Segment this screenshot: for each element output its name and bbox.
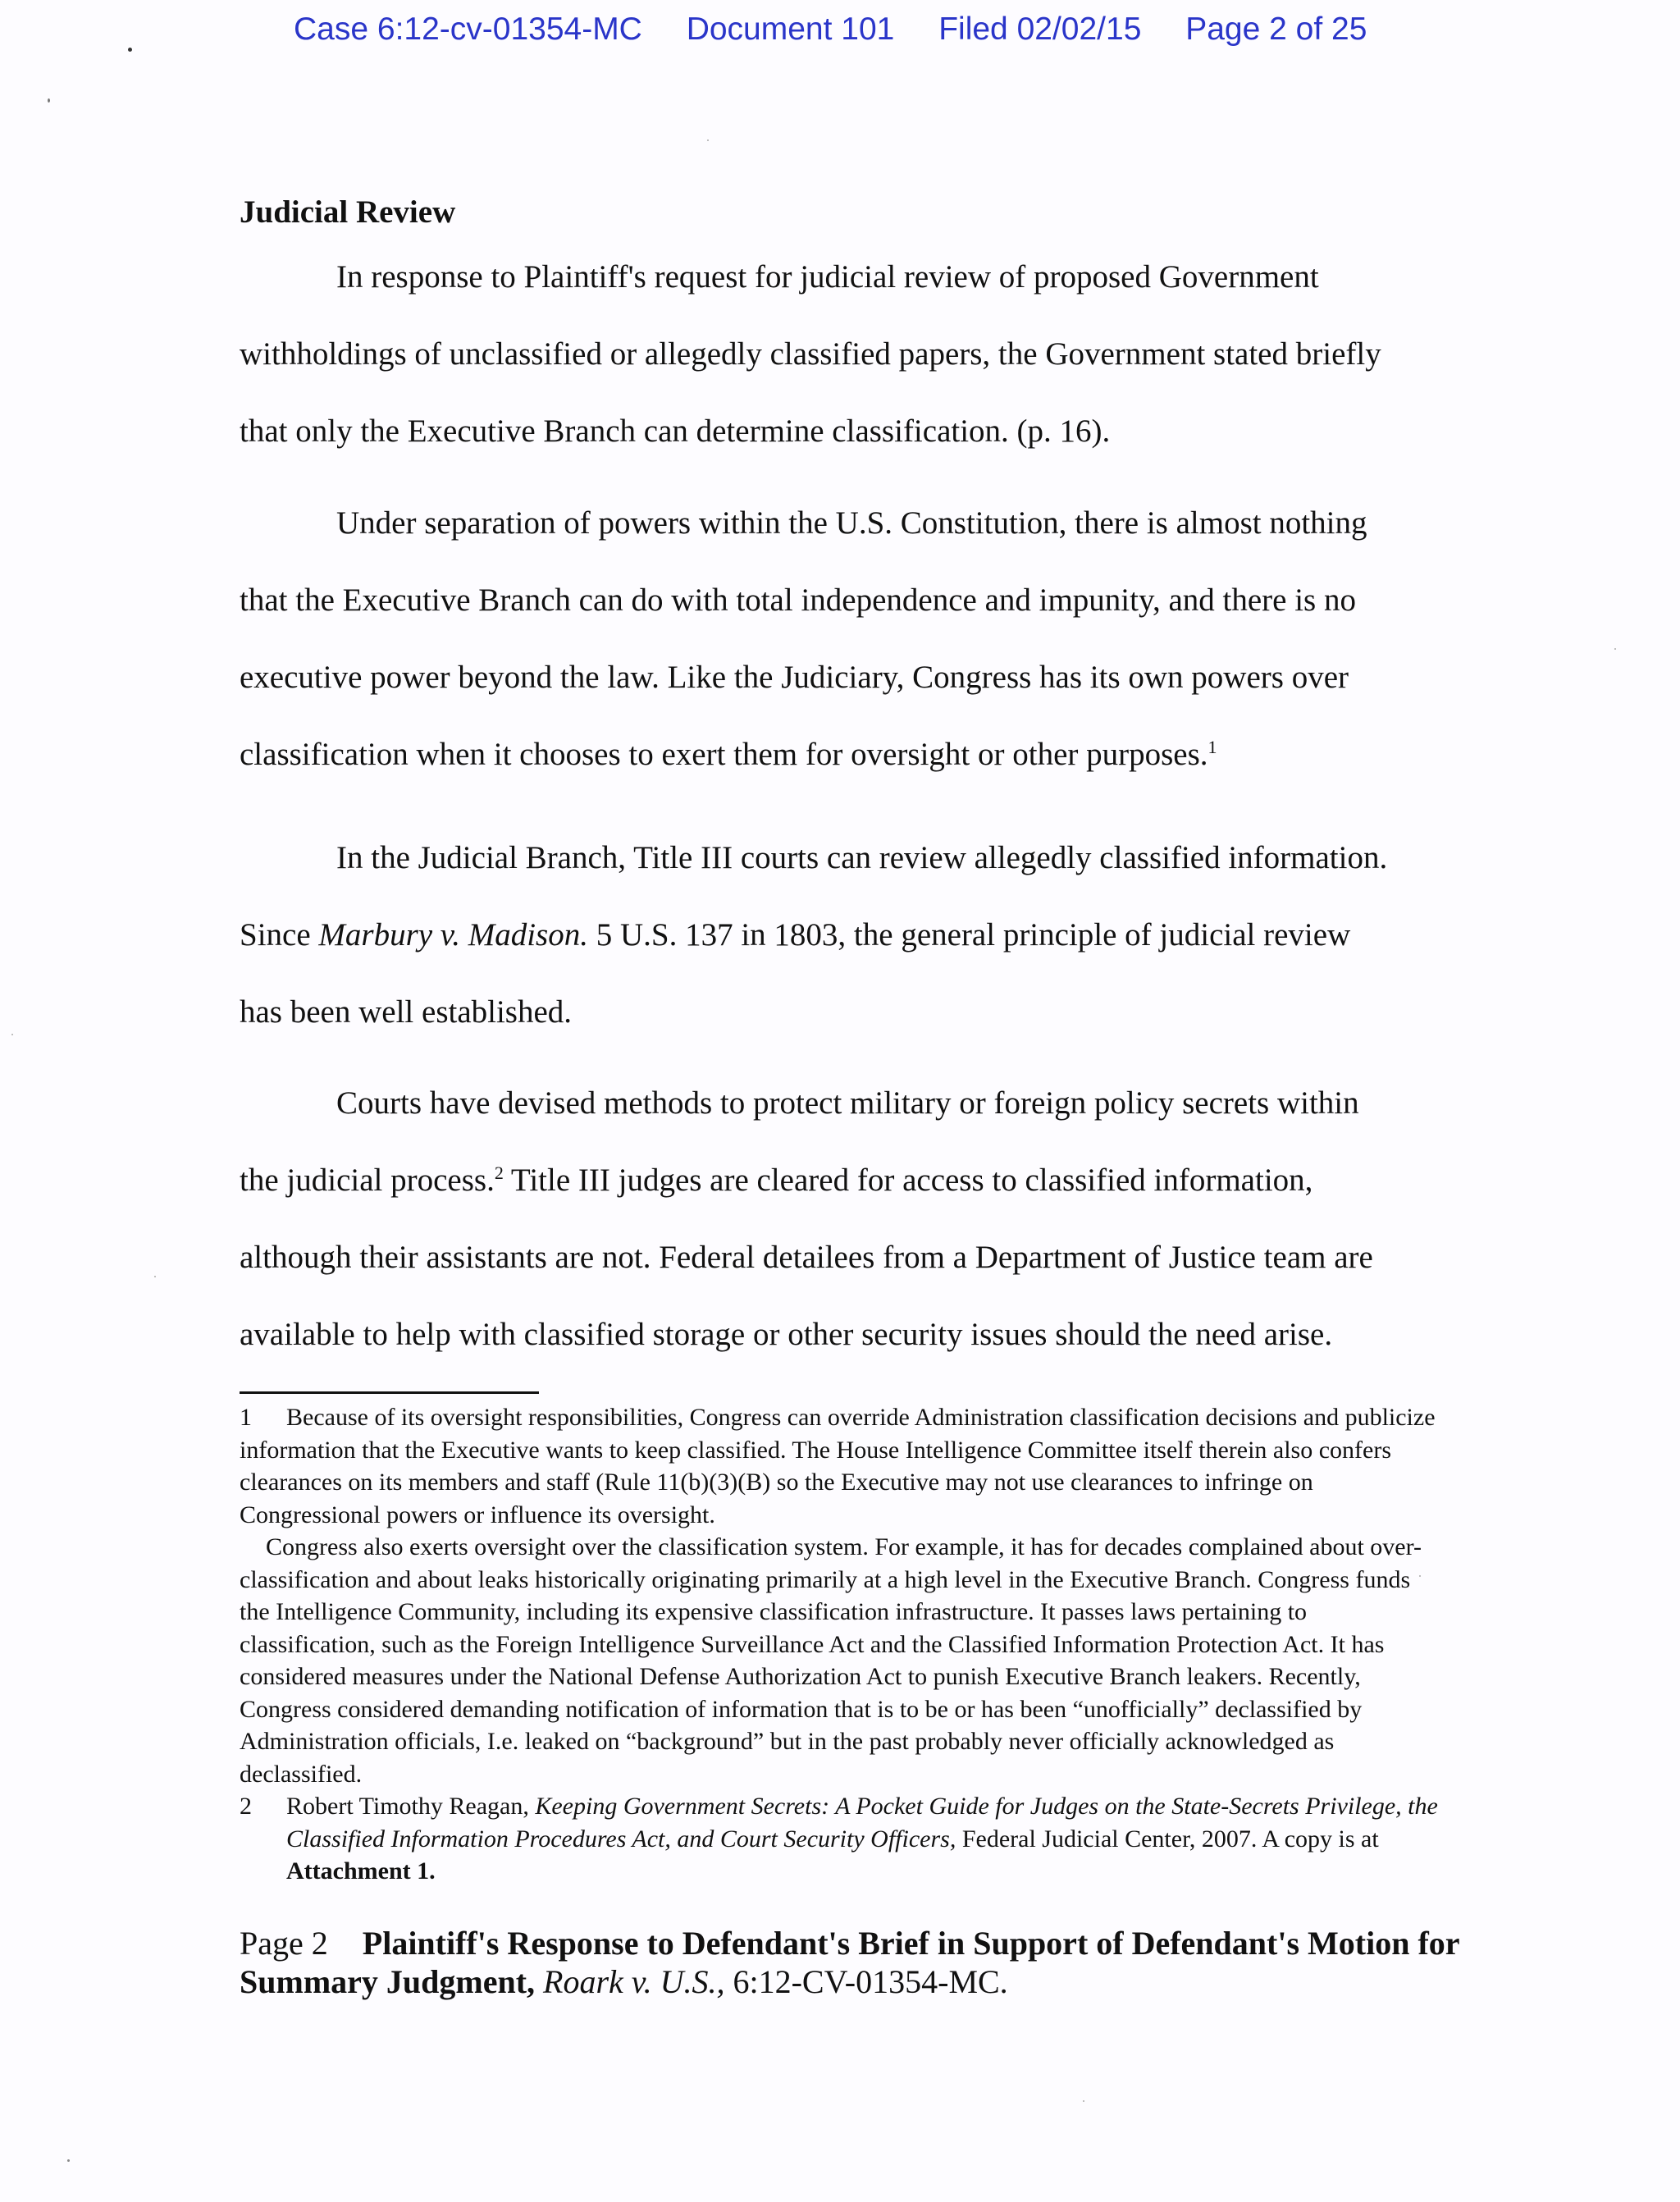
case-number: Case 6:12-cv-01354-MC [294, 11, 642, 47]
footnote-1-continued: Congress also exerts oversight over the classification system. For example, it has for decades complained about over-classification and about leaks historically originating primarily at a high level in the Executive Branch. Congress funds the Intelligence Community, including its expensive classification infrastructure. It passes laws pertaining to classification, such as the Foreign Intelligence Surveillance Act and the Classified Information Protection Act. It has considered measures under the National Defense Authorization Act to punish Executive Branch leakers. Recently, Congress considered demanding notification of information that is to be or has been “unofficially” declassified by Administration officials, I.e. leaked on “background” but in the past probably never officially acknowledged as declassified. [240, 1533, 1422, 1788]
paragraph-1-text: In response to Plaintiff's request for judicial review of proposed Government withholdings of unclassified or allegedly classified papers, the Government stated briefly that only the Executive Branch can determine classification. (p. 16). [240, 259, 1381, 449]
footer-title: Plaintiff's Response to Defendant's Brief in Support of Defendant's Motion for Summary Judgment, [240, 1925, 1459, 2000]
section-heading: Judicial Review [240, 194, 456, 230]
page-count: Page 2 of 25 [1185, 11, 1367, 47]
footnote-2 [240, 1790, 1445, 1888]
paragraph-4-lead: Courts have devised methods to protect military or foreign policy secrets within the judicial process. [240, 1085, 1359, 1198]
footer-case-name: Roark v. U.S., [543, 1963, 725, 2000]
scan-speck [128, 48, 132, 52]
paragraph-3-text [240, 820, 1445, 1051]
paragraph-2 [240, 485, 1445, 793]
footnote-ref-1: 1 [1208, 737, 1217, 757]
footnote-1-number: 1 [240, 1404, 252, 1431]
paragraph-4 [240, 1065, 1445, 1373]
scan-speck [1419, 1575, 1421, 1577]
document-number: Document 101 [686, 11, 895, 47]
footnotes [240, 1401, 1445, 1888]
footnote-2-author: Robert Timothy Reagan, [286, 1793, 536, 1820]
scan-speck [707, 139, 709, 141]
paragraph-2-body: Under separation of powers within the U.S. Constitution, there is almost nothing that the Executive Branch can do with total independence and impunity, and there is no executive power beyond the law. Like the Judiciary, Congress has its own powers over classification when it chooses to exert them for oversight or other purposes. [240, 505, 1367, 772]
paragraph-3 [240, 820, 1445, 1051]
footer-page-label: Page 2 [240, 1925, 328, 1962]
scan-speck [11, 1034, 13, 1035]
footnote-2-text [286, 1790, 1445, 1888]
scan-speck [1083, 2100, 1084, 2102]
footnote-ref-2: 2 [494, 1163, 504, 1183]
paragraph-1 [240, 239, 1445, 470]
footnote-1 [240, 1401, 1445, 1531]
footnote-2-publisher: Federal Judicial Center, 2007. A copy is at [956, 1825, 1379, 1853]
case-citation: Marbury v. Madison. [318, 917, 588, 953]
footnote-2-number: 2 [240, 1793, 252, 1820]
paragraph-2-text [240, 485, 1445, 793]
scan-speck [1614, 648, 1616, 650]
footnote-2-attachment: Attachment 1. [286, 1857, 436, 1884]
footnote-2-title: Keeping Government Secrets: A Pocket Guide for Judges on the State-Secrets Privilege, the Classified Information Procedures Act, and Court Security Officers, [286, 1793, 1438, 1853]
paragraph-3-lead: In the Judicial Branch, Title III courts can review allegedly classified information. Since [240, 840, 1388, 953]
scan-speck [67, 2159, 70, 2162]
scan-speck [48, 98, 50, 103]
paragraph-4-text [240, 1065, 1445, 1373]
paragraph-4-tail: Title III judges are cleared for access to classified information, although their assistants are not. Federal detailees from a Department of Justice team are available to help with classified storage or other security issues should the need arise. [240, 1163, 1373, 1352]
paragraph-3-tail: 5 U.S. 137 in 1803, the general principle of judicial review has been well established. [240, 917, 1351, 1030]
footnote-divider [240, 1391, 539, 1394]
filed-date: Filed 02/02/15 [938, 11, 1142, 47]
ecf-filing-header [294, 11, 1367, 48]
footer-case-number: 6:12-CV-01354-MC. [724, 1963, 1008, 2000]
footnote-1-text: Because of its oversight responsibilities, Congress can override Administration classification decisions and publicize information that the Executive wants to keep classified. The House Intelligence Committee itself therein also confers clearances on its members and staff (Rule 11(b)(3)(B) so the Executive may not use clearances to infringe on Congressional powers or influence its oversight. [240, 1404, 1436, 1528]
page-footer [240, 1924, 1470, 2001]
scan-speck [154, 1276, 156, 1277]
